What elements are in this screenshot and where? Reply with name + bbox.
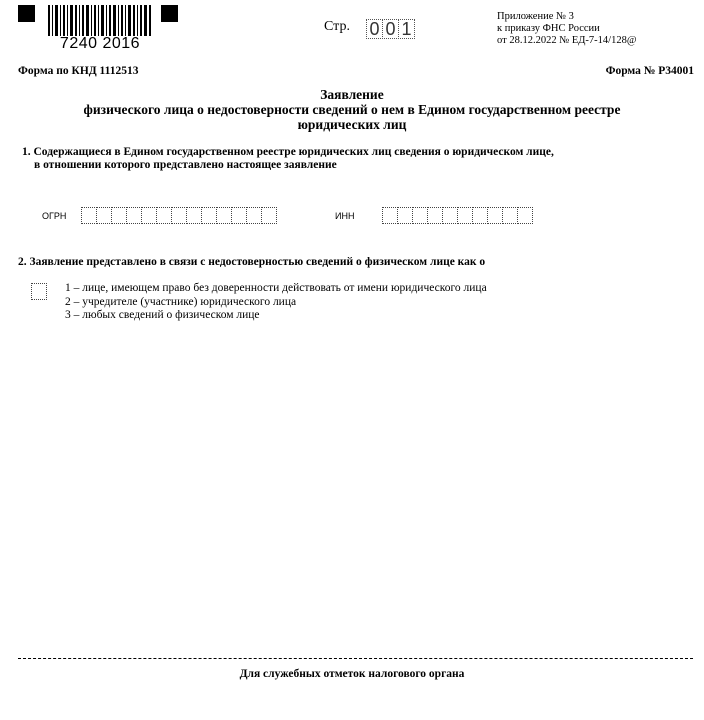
appendix-line-3: от 28.12.2022 № ЕД-7-14/128@ [497, 35, 637, 46]
title-line-3: юридических лиц [297, 117, 407, 132]
page-digit-1: 0 [366, 19, 383, 39]
inn-cell[interactable] [472, 207, 488, 224]
registration-marker-left [18, 5, 35, 22]
ogrn-cell[interactable] [231, 207, 247, 224]
appendix-reference [497, 11, 637, 47]
ogrn-label: ОГРН [42, 211, 67, 221]
ogrn-cell[interactable] [186, 207, 202, 224]
inn-cell[interactable] [442, 207, 458, 224]
barcode-bars [48, 5, 152, 37]
title-line-2: физического лица о недостоверности сведений о нем в Едином государственном реестре [83, 102, 621, 117]
title-line-1: Заявление [320, 87, 384, 102]
knd-code: Форма по КНД 1112513 [18, 65, 139, 77]
inn-cell[interactable] [382, 207, 398, 224]
page-label: Стр. [324, 19, 350, 34]
inn-cell[interactable] [517, 207, 533, 224]
tear-line [18, 658, 693, 659]
section-2-heading: 2. Заявление представлено в связи с недостоверностью сведений о физическом лице как о [18, 256, 486, 268]
ogrn-cell[interactable] [126, 207, 142, 224]
barcode [48, 5, 152, 52]
ogrn-cell[interactable] [246, 207, 262, 224]
ogrn-cell[interactable] [261, 207, 277, 224]
form-number: Форма № Р34001 [605, 65, 694, 77]
ogrn-cell[interactable] [141, 207, 157, 224]
barcode-number: 7240 2016 [48, 36, 152, 52]
tax-office-notes-label: Для служебных отметок налогового органа [239, 668, 465, 680]
ogrn-cell[interactable] [111, 207, 127, 224]
reason-option-1: 1 – лице, имеющем право без доверенности действовать от имени юридического лица [65, 282, 487, 294]
section-1-heading-line-2: в отношении которого представлено настоящее заявление [34, 159, 337, 171]
section-1-heading-line-1: 1. Содержащиеся в Едином государственном реестре юридических лиц сведения о юридическом лице, [22, 146, 554, 158]
inn-cell[interactable] [502, 207, 518, 224]
ogrn-cell[interactable] [96, 207, 112, 224]
registration-marker-right [161, 5, 178, 22]
reason-option-2: 2 – учредителе (участнике) юридического лица [65, 295, 297, 308]
ogrn-cell[interactable] [81, 207, 97, 224]
reason-options [65, 282, 487, 323]
inn-cell[interactable] [427, 207, 443, 224]
inn-cell[interactable] [397, 207, 413, 224]
page-digit-3: 1 [398, 19, 415, 39]
document-title [0, 87, 704, 132]
inn-label: ИНН [335, 211, 355, 221]
reason-checkbox[interactable] [31, 283, 47, 300]
inn-cell[interactable] [487, 207, 503, 224]
inn-cell[interactable] [457, 207, 473, 224]
ogrn-cell[interactable] [171, 207, 187, 224]
appendix-line-1: Приложение № 3 [497, 11, 574, 22]
ogrn-cell[interactable] [156, 207, 172, 224]
ogrn-cell[interactable] [201, 207, 217, 224]
appendix-line-2: к приказу ФНС России [497, 23, 600, 34]
ogrn-cell[interactable] [216, 207, 232, 224]
page-number-field[interactable] [367, 19, 415, 39]
section-1-heading [22, 146, 554, 172]
inn-cell[interactable] [412, 207, 428, 224]
inn-field[interactable] [383, 207, 533, 224]
page-digit-2: 0 [382, 19, 399, 39]
reason-option-3: 3 – любых сведений о физическом лице [65, 309, 260, 321]
ogrn-field[interactable] [82, 207, 277, 224]
